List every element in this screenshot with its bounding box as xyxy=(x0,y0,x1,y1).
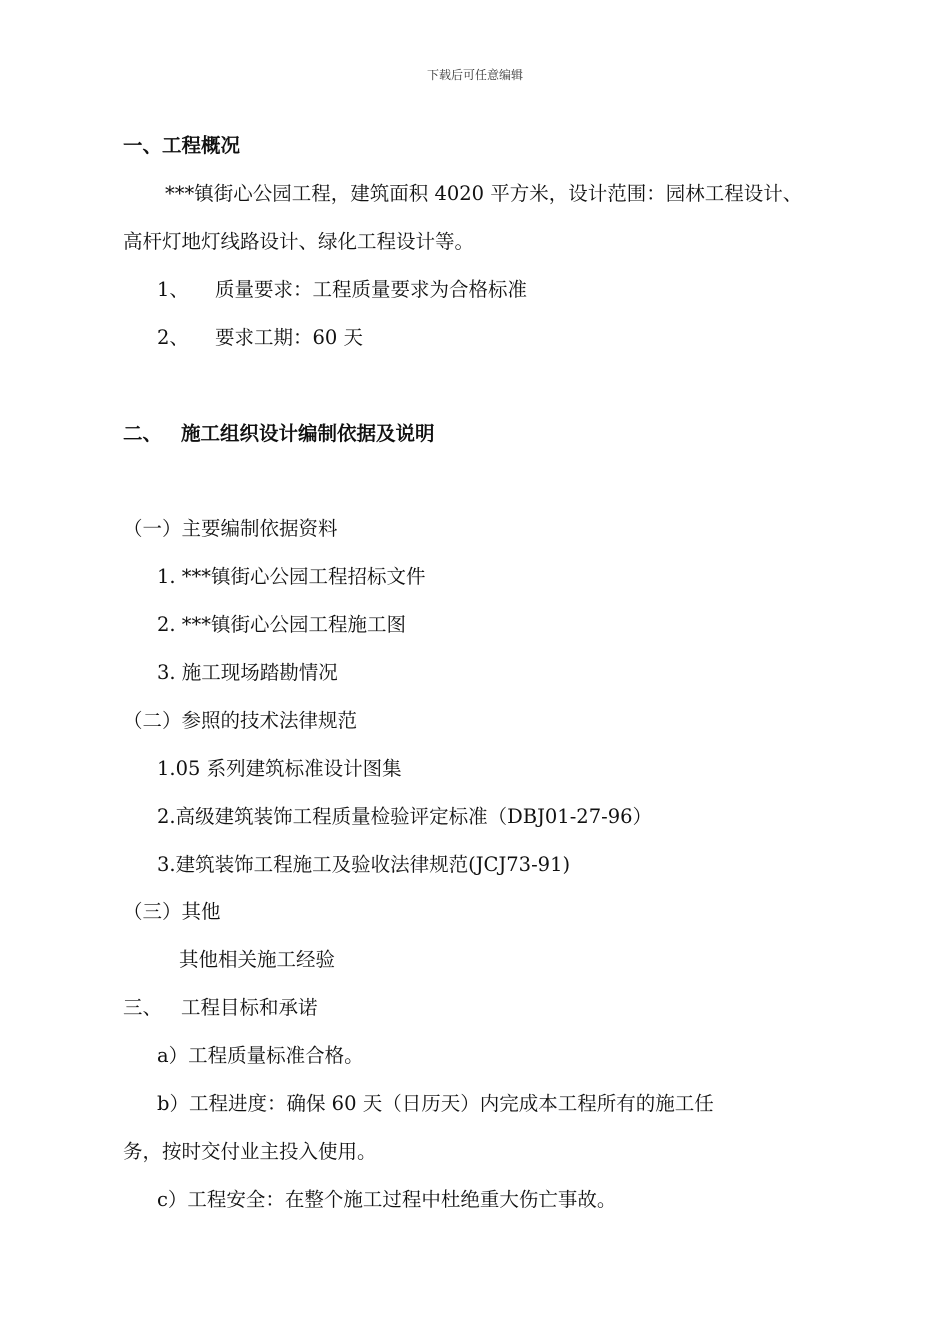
section-3-item-c: c）工程安全：在整个施工过程中杜绝重大伤亡事故。 xyxy=(157,1188,617,1211)
item-number: 2、 xyxy=(157,326,189,349)
page-header-note: 下载后可任意编辑 xyxy=(426,68,523,82)
subsection-1-title: （一）主要编制依据资料 xyxy=(123,517,338,540)
item-number: 1、 xyxy=(157,278,189,301)
section-2-title: 施工组织设计编制依据及说明 xyxy=(181,422,435,445)
section-3-heading xyxy=(123,996,318,1020)
section-number: 三、 xyxy=(123,996,163,1019)
subsection-2-item-2: 2.高级建筑装饰工程质量检验评定标准（DBJ01-27-96） xyxy=(157,805,653,828)
subsection-1-item-1: 1. ***镇街心公园工程招标文件 xyxy=(157,565,426,588)
subsection-1-item-2: 2. ***镇街心公园工程施工图 xyxy=(157,613,407,636)
subsection-3-title: （三）其他 xyxy=(123,900,221,923)
section-3-item-a: a）工程质量标准合格。 xyxy=(157,1044,364,1067)
section-1-paragraph-line-1: ***镇街心公园工程，建筑面积 4020 平方米，设计范围：园林工程设计、 xyxy=(165,182,803,205)
item-text: 要求工期：60 天 xyxy=(215,326,364,349)
section-3-item-b-line-1: b）工程进度：确保 60 天（日历天）内完成本工程所有的施工任 xyxy=(157,1092,714,1115)
subsection-1-item-3: 3. 施工现场踏勘情况 xyxy=(157,661,338,684)
subsection-3-text: 其他相关施工经验 xyxy=(179,948,336,971)
section-number: 二、 xyxy=(123,422,163,445)
section-2-heading xyxy=(123,422,435,446)
subsection-2-item-3: 3.建筑装饰工程施工及验收法律规范(JCJ73-91) xyxy=(157,853,571,876)
subsection-2-item-1: 1.05 系列建筑标准设计图集 xyxy=(157,757,402,780)
section-1-paragraph-line-2: 高杆灯地灯线路设计、绿化工程设计等。 xyxy=(123,230,475,253)
section-3-title: 工程目标和承诺 xyxy=(181,996,318,1019)
item-text: 质量要求：工程质量要求为合格标准 xyxy=(215,278,528,301)
section-1-item-1 xyxy=(157,278,527,302)
section-1-title: 一、工程概况 xyxy=(123,134,241,157)
section-1-item-2 xyxy=(157,326,363,350)
section-3-item-b-line-2: 务，按时交付业主投入使用。 xyxy=(123,1140,377,1163)
subsection-2-title: （二）参照的技术法律规范 xyxy=(123,709,358,732)
